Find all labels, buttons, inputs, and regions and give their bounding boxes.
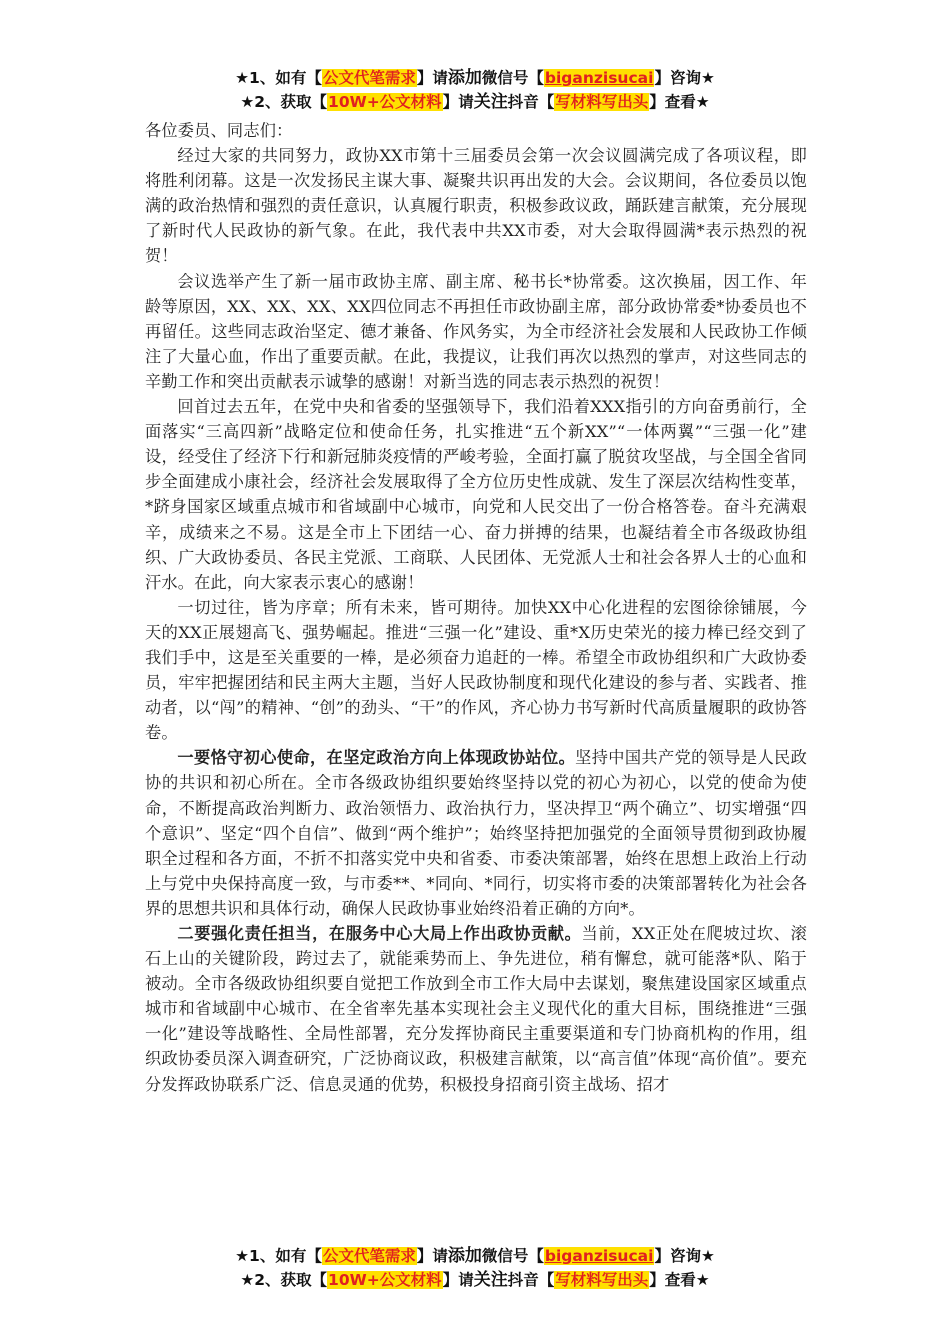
paragraph-point-two (145, 921, 807, 1097)
promo-text: 抖音【 (507, 1271, 555, 1289)
point-two-heading: 二要强化责任担当，在服务中心大局上作出政协贡献。 (177, 924, 582, 943)
paragraph-election: 会议选举产生了新一届市政协主席、副主席、秘书长*协常委。这次换届，因工作、年龄等原因，XX、XX、XX、XX四位同志不再担任市政协副主席，部分政协常委*协委员也不再留任。这些同志政治坚定、德才兼备、作风务实，为全市经济社会发展和人民政协工作倾注了大量心血，作出了重要贡献。在此，我提议，让我们再次以热烈的掌声，对这些同志的辛勤工作和突出贡献表示诚挚的感谢！对新当选的同志表示热烈的祝贺！ (145, 271, 807, 391)
promo-text: 】查看★ (649, 93, 710, 111)
point-two-text: 当前，XX正处在爬坡过坎、滚石上山的关键阶段，跨过去了，就能乘势而上、争先进位，稍有懈怠，就可能落*队、陷于被动。全市各级政协组织要自觉把工作放到全市工作大局中去谋划，聚焦建设国家区域重点城市和省域副中心城市、在全省率先基本实现社会主义现代化的重大目标，围绕推进“三强一化”建设等战略性、全局性部署，充分发挥协商民主重要渠道和专门协商机构的作用，组织政协委员深入调查研究，广泛协商议政，积极建言献策，以“高言值”体现“高价值”。要充分发挥政协联系广泛、信息灵通的优势，积极投身招商引资主战场、招才 (145, 924, 807, 1094)
promo-text: 】请 (442, 93, 474, 111)
promo-text: 】请 (416, 1247, 448, 1265)
promo-highlight-service: 公文代笔需求 (322, 69, 416, 87)
promo-line-1 (0, 66, 950, 90)
promo-line-2 (0, 90, 950, 114)
promo-text: 】请 (442, 1271, 474, 1289)
promo-text: 微信号【 (481, 69, 544, 87)
promo-highlight-materials: 10W+公文材料 (328, 93, 442, 111)
promo-text: ★1、如有【 (235, 69, 322, 87)
promo-line-2 (0, 1268, 950, 1292)
point-one-text: 坚持中国共产党的领导是人民政协的共识和初心所在。全市各级政协组织要始终坚持以党的初心为初心，以党的使命为使命，不断提高政治判断力、政治领悟力、政治执行力，坚决捍卫“两个确立”、切实增强“四个意识”、坚定“四个自信”、做到“两个维护”；始终坚持把加强党的全面领导贯彻到政协履职全过程和各方面，不折不扣落实党中央和省委、市委决策部署，始终在思想上政治上行动上与党中央保持高度一致，与市委**、*同向、*同行，切实将市委的决策部署转化为社会各界的思想共识和具体行动，确保人民政协事业始终沿着正确的方向*。 (145, 748, 807, 918)
promo-text: ★1、如有【 (235, 1247, 322, 1265)
promo-highlight-materials: 10W+公文材料 (328, 1271, 442, 1289)
promo-emphasis: 关注 (473, 1270, 508, 1290)
promo-text: 】咨询★ (654, 69, 715, 87)
paragraph-point-one (145, 745, 807, 921)
promo-text: ★2、获取【 (240, 93, 328, 111)
promo-text: 】查看★ (649, 1271, 710, 1289)
promo-text: 抖音【 (507, 93, 555, 111)
promo-wechat-id[interactable]: biganzisucai (544, 69, 654, 87)
promo-wechat-id[interactable]: biganzisucai (544, 1247, 654, 1265)
promo-text: 】请 (416, 69, 448, 87)
promo-emphasis: 添加 (447, 68, 482, 88)
promo-emphasis: 关注 (473, 92, 508, 112)
paragraph-review: 回首过去五年，在党中央和省委的坚强领导下，我们沿着XXX指引的方向奋勇前行，全面落实“三高四新”战略定位和使命任务，扎实推进“五个新XX”“一体两翼”“三强一化”建设，经受住了经济下行和新冠肺炎疫情的严峻考验，全面打赢了脱贫攻坚战，与全国全省同步全面建成小康社会，经济社会发展取得了全方位历史性成就、发生了深层次结构性变革，*跻身国家区域重点城市和省域副中心城市，向党和人民交出了一份合格答卷。奋斗充满艰辛，成绩来之不易。这是全市上下团结一心、奋力拼搏的结果，也凝结着全市各级政协组织、广大政协委员、各民主党派、工商联、人民团体、无党派人士和社会各界人士的心血和汗水。在此，向大家表示衷心的感谢！ (145, 397, 807, 592)
speech-body (145, 118, 807, 1097)
promo-text: 】咨询★ (654, 1247, 715, 1265)
salutation: 各位委员、同志们： (145, 121, 293, 140)
promo-douyin-account[interactable]: 写材料写出头 (555, 1271, 649, 1289)
promo-emphasis: 添加 (447, 1246, 482, 1266)
promo-text: ★2、获取【 (240, 1271, 328, 1289)
promo-line-1 (0, 1244, 950, 1268)
paragraph-outlook: 一切过往，皆为序章；所有未来，皆可期待。加快XX中心化进程的宏图徐徐铺展，今天的XX正展翅高飞、强势崛起。推进“三强一化”建设、重*X历史荣光的接力棒已经交到了我们手中，这是至关重要的一棒，是必须奋力追赶的一棒。希望全市政协组织和广大政协委员，牢牢把握团结和民主两大主题，当好人民政协制度和现代化建设的参与者、实践者、推动者，以“闯”的精神、“创”的劲头、“干”的作风，齐心协力书写新时代高质量履职的政协答卷。 (145, 597, 807, 743)
promo-text: 微信号【 (481, 1247, 544, 1265)
promo-douyin-account[interactable]: 写材料写出头 (555, 93, 649, 111)
promo-banner-top (0, 66, 950, 114)
paragraph-congratulations: 经过大家的共同努力，政协XX市第十三届委员会第一次会议圆满完成了各项议程，即将胜利闭幕。这是一次发扬民主谋大事、凝聚共识再出发的大会。会议期间，各位委员以饱满的政治热情和强烈的责任意识，认真履行职责，积极参政议政，踊跃建言献策，充分展现了新时代人民政协的新气象。在此，我代表中共XX市委，对大会取得圆满*表示热烈的祝贺！ (145, 146, 807, 266)
point-one-heading: 一要恪守初心使命，在坚定政治方向上体现政协站位。 (177, 748, 576, 768)
promo-highlight-service: 公文代笔需求 (322, 1247, 416, 1265)
promo-banner-bottom (0, 1244, 950, 1292)
